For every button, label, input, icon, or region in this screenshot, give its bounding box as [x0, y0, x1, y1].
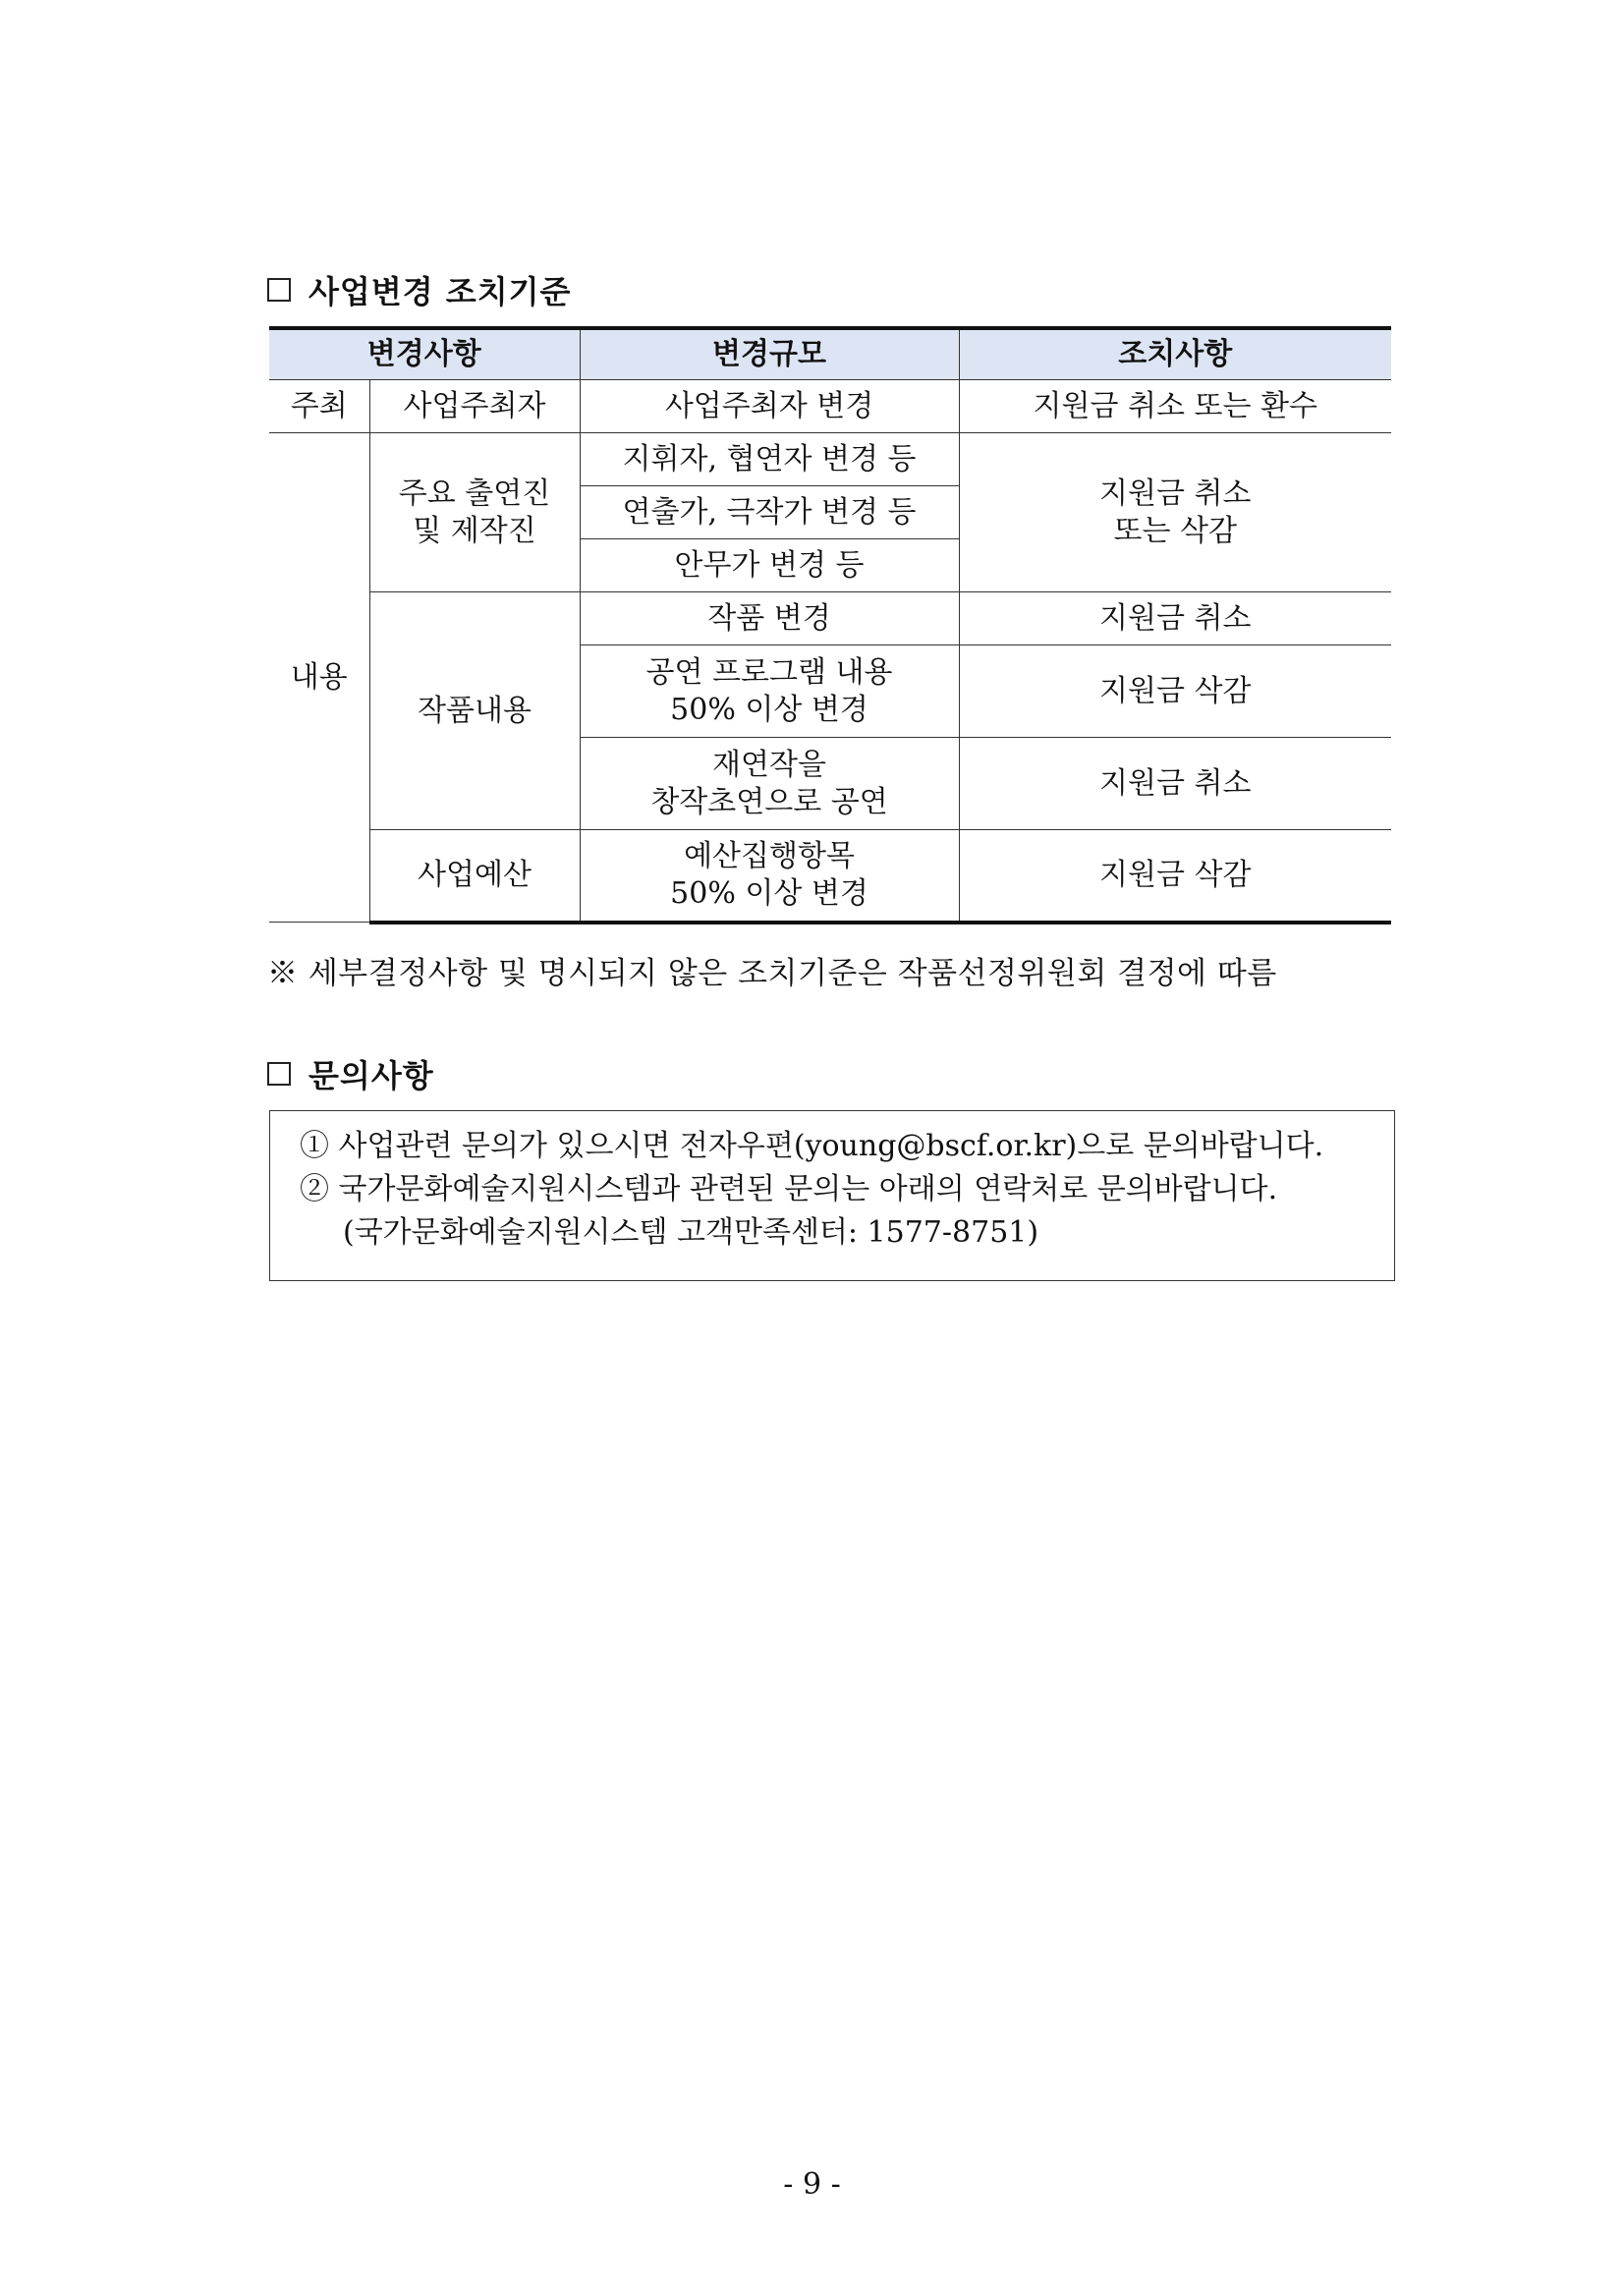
item-cell: 작품내용 [369, 592, 580, 830]
scale-cell: 지휘자, 협연자 변경 등 [580, 433, 959, 486]
item-cell: 사업주최자 [369, 380, 580, 433]
scale-line: 창작초연으로 공연 [650, 784, 888, 819]
section-title-text: 사업변경 조치기준 [308, 273, 572, 310]
table-row [269, 830, 1391, 923]
scale-line: 공연 프로그램 내용 [645, 654, 893, 690]
action-cell: 지원금 취소 또는 환수 [959, 380, 1391, 433]
page-number: - 9 - [783, 2167, 841, 2202]
table-row [269, 433, 1391, 486]
checkbox-square-icon [267, 1062, 291, 1086]
contact-box [269, 1110, 1395, 1281]
scale-cell: 사업주최자 변경 [580, 380, 959, 433]
contact-line-system: ② 국가문화예술지원시스템과 관련된 문의는 아래의 연락처로 문의바랍니다. [300, 1172, 1278, 1206]
section-title-inquiries [267, 1051, 434, 1096]
scale-cell: 작품 변경 [580, 592, 959, 645]
contact-line-phone: (국가문화예술지원시스템 고객만족센터: 1577-8751) [343, 1215, 1039, 1250]
action-cell: 지원금 삭감 [959, 830, 1391, 923]
criteria-note: ※ 세부결정사항 및 명시되지 않은 조치기준은 작품선정위원회 결정에 따름 [267, 956, 1277, 991]
header-change-scale: 변경규모 [580, 328, 959, 380]
scale-line: 50% 이상 변경 [670, 875, 868, 911]
scale-line: 예산집행항목 [684, 838, 855, 873]
scale-cell: 안무가 변경 등 [580, 539, 959, 592]
table-header-row [269, 328, 1391, 380]
checkbox-square-icon [267, 278, 291, 302]
header-change-item: 변경사항 [269, 328, 580, 380]
scale-line: 50% 이상 변경 [670, 692, 868, 727]
item-cell [369, 433, 580, 592]
action-cell: 지원금 취소 [959, 738, 1391, 830]
item-line: 및 제작진 [413, 513, 536, 548]
item-cell: 사업예산 [369, 830, 580, 923]
action-cell [959, 433, 1391, 592]
action-line: 또는 삭감 [1113, 513, 1237, 548]
scale-cell [580, 830, 959, 923]
scale-cell [580, 645, 959, 738]
action-cell: 지원금 삭감 [959, 645, 1391, 738]
action-cell: 지원금 취소 [959, 592, 1391, 645]
scale-cell: 연출가, 극작가 변경 등 [580, 486, 959, 539]
section-title-text: 문의사항 [308, 1057, 434, 1094]
category-cell: 내용 [269, 433, 369, 923]
category-cell: 주최 [269, 380, 369, 433]
item-line: 주요 출연진 [398, 476, 551, 511]
header-action: 조치사항 [959, 328, 1391, 380]
change-criteria-table [269, 326, 1391, 924]
section-title-change-criteria [267, 267, 571, 312]
table-row [269, 592, 1391, 645]
scale-cell [580, 738, 959, 830]
table-row [269, 380, 1391, 433]
action-line: 지원금 취소 [1099, 476, 1252, 511]
scale-line: 재연작을 [712, 747, 826, 782]
contact-line-email: ① 사업관련 문의가 있으시면 전자우편(young@bscf.or.kr)으로 문의바랍니다. [300, 1129, 1324, 1163]
